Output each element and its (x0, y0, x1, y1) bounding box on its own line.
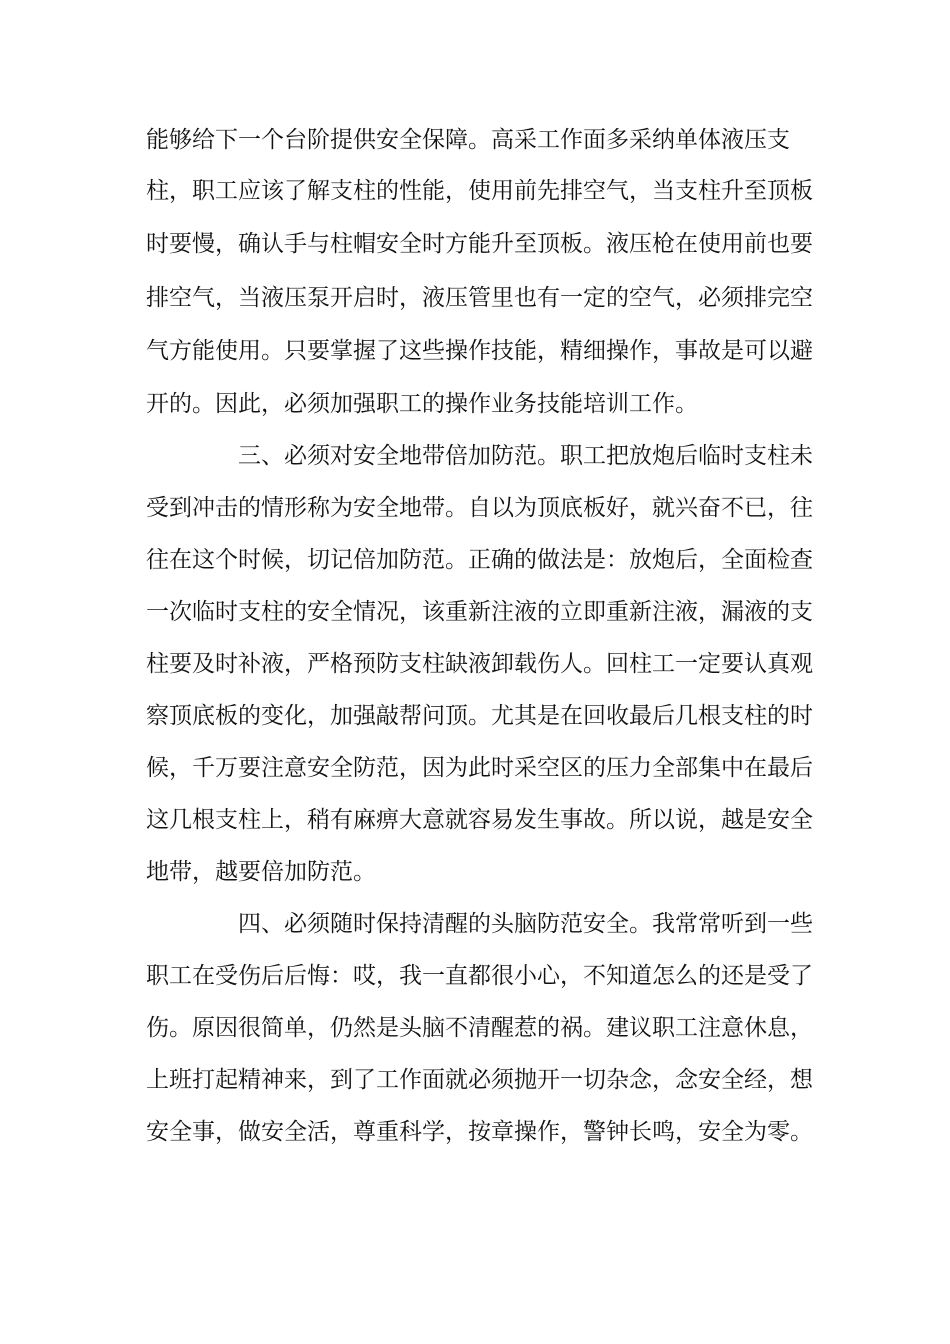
paragraph-1-line-6: 开的。因此，必须加强职工的操作业务技能培训工作。 (146, 391, 698, 417)
paragraph-2-line-8: 这几根支柱上，稍有麻痹大意就容易发生事故。所以说，越是安全 (146, 807, 813, 833)
paragraph-3-line-1: 四、必须随时保持清醒的头脑防范安全。我常常听到一些 (238, 911, 813, 937)
paragraph-3-line-2: 职工在受伤后后悔：哎，我一直都很小心，不知道怎么的还是受了 (146, 963, 813, 989)
paragraph-3-line-4: 上班打起精神来，到了工作面就必须抛开一切杂念，念安全经，想 (146, 1067, 813, 1093)
paragraph-2-line-9: 地带，越要倍加防范。 (146, 859, 376, 885)
paragraph-2-line-5: 柱要及时补液，严格预防支柱缺液卸载伤人。回柱工一定要认真观 (146, 651, 813, 677)
paragraph-2-line-7: 候，千万要注意安全防范，因为此时采空区的压力全部集中在最后 (146, 755, 813, 781)
paragraph-2-line-4: 一次临时支柱的安全情况，该重新注液的立即重新注液，漏液的支 (146, 599, 813, 625)
paragraph-1-line-3: 时要慢，确认手与柱帽安全时方能升至顶板。液压枪在使用前也要 (146, 231, 813, 257)
paragraph-1-line-5: 气方能使用。只要掌握了这些操作技能，精细操作，事故是可以避 (146, 338, 813, 364)
paragraph-1-line-1: 能够给下一个台阶提供安全保障。高采工作面多采纳单体液压支 (146, 127, 790, 153)
paragraph-3-line-3: 伤。原因很简单，仍然是头脑不清醒惹的祸。建议职工注意休息， (146, 1015, 813, 1041)
paragraph-2-line-3: 往在这个时候，切记倍加防范。正确的做法是：放炮后，全面检查 (146, 547, 813, 573)
paragraph-1-line-2: 柱，职工应该了解支柱的性能，使用前先排空气，当支柱升至顶板 (146, 178, 813, 204)
paragraph-1-line-4: 排空气，当液压泵开启时，液压管里也有一定的空气，必须排完空 (146, 285, 813, 311)
paragraph-2-line-6: 察顶底板的变化，加强敲帮问顶。尤其是在回收最后几根支柱的时 (146, 703, 813, 729)
paragraph-3-line-5: 安全事，做安全活，尊重科学，按章操作，警钟长鸣，安全为零。 (146, 1119, 813, 1145)
paragraph-2-line-2: 受到冲击的情形称为安全地带。自以为顶底板好，就兴奋不已，往 (146, 495, 813, 521)
paragraph-2-line-1: 三、必须对安全地带倍加防范。职工把放炮后临时支柱未 (238, 443, 813, 469)
